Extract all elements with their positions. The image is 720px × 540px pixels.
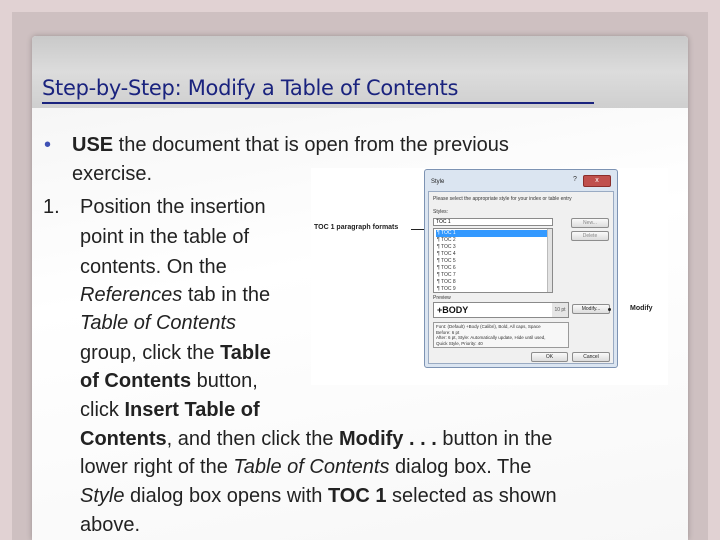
- bullet-line-2: exercise.: [72, 163, 153, 185]
- preview-size: 10 pt: [552, 303, 568, 317]
- bullet-bold-text: USE: [72, 134, 114, 156]
- italic-text: Table of Contents: [80, 312, 237, 334]
- description-line: Font: (Default) +Body (Calibri), Bold, All caps, Space: [436, 324, 541, 329]
- ok-button[interactable]: OK: [531, 352, 568, 362]
- dialog-prompt: Please select the appropriate style for your index or table entry: [433, 196, 572, 202]
- description-line: After: 6 pt, Style: Automatically update, Hide until used,: [436, 335, 546, 340]
- style-list-item[interactable]: ¶ TOC 9: [437, 286, 456, 292]
- bullet-icon: •: [44, 134, 52, 156]
- step-line-10: [80, 456, 531, 478]
- text: lower right of the: [80, 456, 234, 478]
- style-name-field[interactable]: TOC 1: [433, 218, 553, 226]
- preview-text: +BODY: [437, 305, 469, 315]
- step-line-1: Position the insertion: [80, 196, 266, 218]
- style-list-item[interactable]: ¶ TOC 8: [437, 279, 456, 285]
- text: dialog box. The: [389, 456, 532, 478]
- callout-toc1-paragraph-formats: TOC 1 paragraph formats: [314, 224, 399, 231]
- description-line: Quick Style, Priority: 40: [436, 340, 483, 346]
- style-list-item[interactable]: ¶ TOC 6: [437, 265, 456, 271]
- step-line-7: [80, 370, 258, 392]
- modify-button[interactable]: Modify...: [572, 304, 610, 314]
- step-line-3: contents. On the: [80, 256, 227, 278]
- step-line-2: point in the table of: [80, 226, 250, 248]
- bullet-line-1: [72, 134, 509, 156]
- style-list-item[interactable]: ¶ TOC 7: [437, 272, 456, 278]
- italic-text: Table of Contents: [233, 456, 390, 478]
- bold-text: Table: [220, 342, 271, 364]
- new-button[interactable]: New...: [571, 218, 609, 228]
- step-line-9: [80, 428, 552, 450]
- step-number: 1.: [43, 196, 60, 218]
- preview-label: Preview: [433, 295, 451, 301]
- slide-title: Step-by-Step: Modify a Table of Contents: [42, 76, 459, 100]
- styles-label: Styles:: [433, 209, 449, 215]
- bold-text: TOC 1: [327, 485, 387, 507]
- style-list-item[interactable]: ¶ TOC 1: [436, 230, 548, 237]
- dialog-title: Style: [431, 179, 445, 185]
- text: tab in the: [182, 284, 271, 306]
- bold-text: Contents: [80, 428, 167, 450]
- step-line-11: [80, 485, 557, 507]
- text: button in the: [436, 428, 553, 450]
- close-button[interactable]: x: [583, 175, 611, 187]
- style-list-item[interactable]: ¶ TOC 2: [437, 237, 456, 243]
- style-list-item[interactable]: ¶ TOC 4: [437, 251, 456, 257]
- style-list-item[interactable]: ¶ TOC 3: [437, 244, 456, 250]
- help-button[interactable]: ?: [573, 176, 577, 183]
- bold-text: of Contents: [80, 370, 192, 392]
- step-line-12: above.: [80, 514, 141, 536]
- step-line-8: [80, 399, 260, 421]
- italic-text: Style: [80, 485, 125, 507]
- cancel-button[interactable]: Cancel: [572, 352, 610, 362]
- bold-text: Modify . . .: [339, 428, 437, 450]
- step-line-4: [80, 284, 270, 306]
- step-line-6: [80, 342, 271, 364]
- text: , and then click the: [166, 428, 339, 450]
- text: group, click the: [80, 342, 221, 364]
- step-line-5: [80, 312, 236, 334]
- bold-text: Insert Table of: [124, 399, 260, 421]
- style-list-item[interactable]: ¶ TOC 5: [437, 258, 456, 264]
- text: dialog box opens with: [124, 485, 328, 507]
- text: click: [80, 399, 125, 421]
- text: selected as shown: [386, 485, 557, 507]
- bullet-text: the document that is open from the previous: [113, 134, 509, 156]
- text: button,: [191, 370, 258, 392]
- italic-text: References: [80, 284, 183, 306]
- delete-button[interactable]: Delete: [571, 231, 609, 241]
- description-line: Before: 6 pt: [436, 329, 460, 335]
- callout-modify: Modify: [630, 305, 653, 312]
